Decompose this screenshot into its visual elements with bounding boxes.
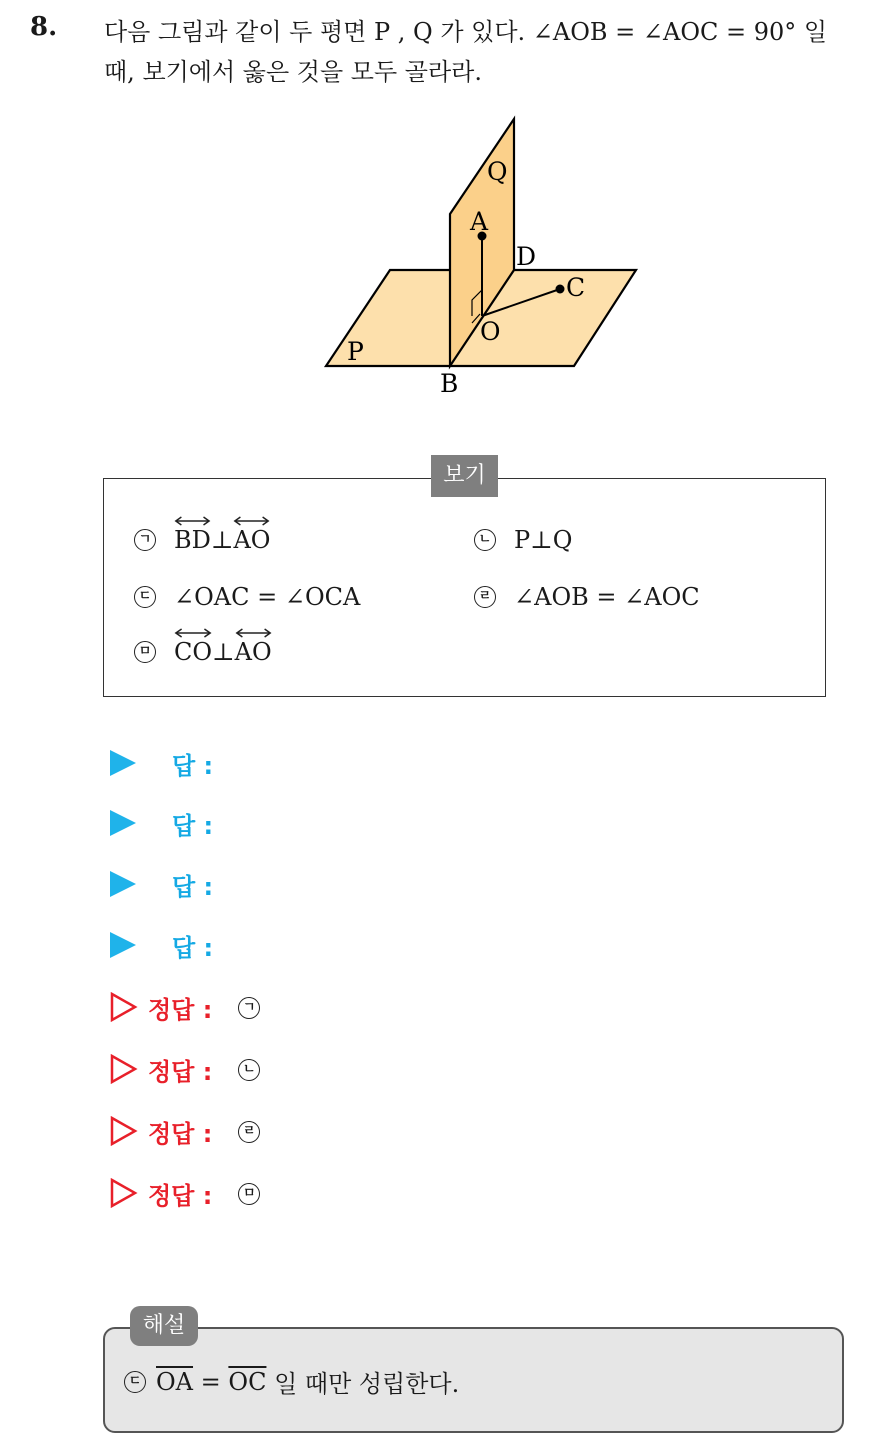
correct-row-2: [110, 1051, 260, 1087]
correct-value: ㄹ: [238, 1121, 260, 1143]
correct-value: ㅁ: [238, 1183, 260, 1205]
label-q: Q: [487, 157, 508, 186]
mark-circle: ㄱ: [134, 529, 156, 551]
label-c: C: [566, 273, 586, 302]
line-bd: BD: [174, 526, 211, 554]
correct-label: 정답 :: [148, 995, 213, 1024]
explanation-rest: 일 때만 성립한다.: [266, 1370, 460, 1398]
answer-label: 답 :: [172, 933, 214, 962]
bogi-item-4: [474, 583, 700, 611]
correct-value: ㄱ: [238, 997, 260, 1019]
correct-value: ㄴ: [238, 1059, 260, 1081]
bogi-item-3: [134, 583, 360, 611]
mark-circle: ㄷ: [134, 586, 156, 608]
question-number: 8.: [30, 12, 58, 42]
question-text-line2: 때, 보기에서 옳은 것을 모두 골라라.: [104, 58, 482, 86]
answer-label: 답 :: [172, 751, 214, 780]
explanation-text: [124, 1364, 459, 1399]
mark-circle: ㄷ: [124, 1371, 146, 1393]
label-p: P: [347, 337, 364, 366]
bogi-title: 보기: [431, 455, 498, 497]
answer-row-2[interactable]: [110, 806, 213, 840]
label-b: B: [440, 369, 459, 398]
bogi-item-4-text: ∠AOB = ∠AOC: [514, 583, 700, 611]
mark-circle: ㅁ: [134, 641, 156, 663]
bogi-item-2-text: P⊥Q: [514, 526, 573, 554]
segment-oc: $\overline{OC}$: [228, 1367, 267, 1396]
line-ao: AO: [235, 638, 272, 666]
label-o: O: [480, 317, 501, 346]
correct-row-4: [110, 1175, 260, 1211]
label-a: A: [470, 207, 489, 236]
correct-label: 정답 :: [148, 1057, 213, 1086]
correct-row-3: [110, 1113, 260, 1149]
play-triangle-icon: [110, 810, 136, 836]
segment-oa: $\overline{OA}$: [156, 1367, 194, 1396]
outline-triangle-icon: [110, 992, 138, 1022]
perp-symbol: ⊥: [212, 638, 235, 666]
outline-triangle-icon: [110, 1054, 138, 1084]
mark-circle: ㄴ: [474, 529, 496, 551]
answer-label: 답 :: [172, 872, 214, 901]
correct-label: 정답 :: [148, 1181, 213, 1210]
answer-row-3[interactable]: [110, 867, 213, 901]
equals-sign: =: [193, 1367, 229, 1396]
bogi-item-5: [134, 638, 272, 666]
play-triangle-icon: [110, 932, 136, 958]
correct-label: 정답 :: [148, 1119, 213, 1148]
line-ao: AO: [233, 526, 270, 554]
explanation-title: 해설: [130, 1306, 198, 1346]
answer-label: 답 :: [172, 811, 214, 840]
bogi-item-3-text: ∠OAC = ∠OCA: [174, 583, 361, 611]
question-text-line1: 다음 그림과 같이 두 평면 P , Q 가 있다. ∠AOB = ∠AOC = 90° 일: [104, 18, 828, 46]
play-triangle-icon: [110, 871, 136, 897]
outline-triangle-icon: [110, 1178, 138, 1208]
outline-triangle-icon: [110, 1116, 138, 1146]
planes-figure: [322, 110, 642, 405]
mark-circle: ㄹ: [474, 586, 496, 608]
label-d: D: [516, 242, 537, 271]
correct-row-1: [110, 989, 260, 1025]
bogi-item-2: [474, 526, 572, 554]
bogi-item-1: [134, 526, 270, 554]
play-triangle-icon: [110, 750, 136, 776]
perp-symbol: ⊥: [210, 526, 234, 554]
answer-row-4[interactable]: [110, 928, 213, 962]
line-co: CO: [174, 638, 212, 666]
answer-row-1[interactable]: [110, 746, 213, 780]
